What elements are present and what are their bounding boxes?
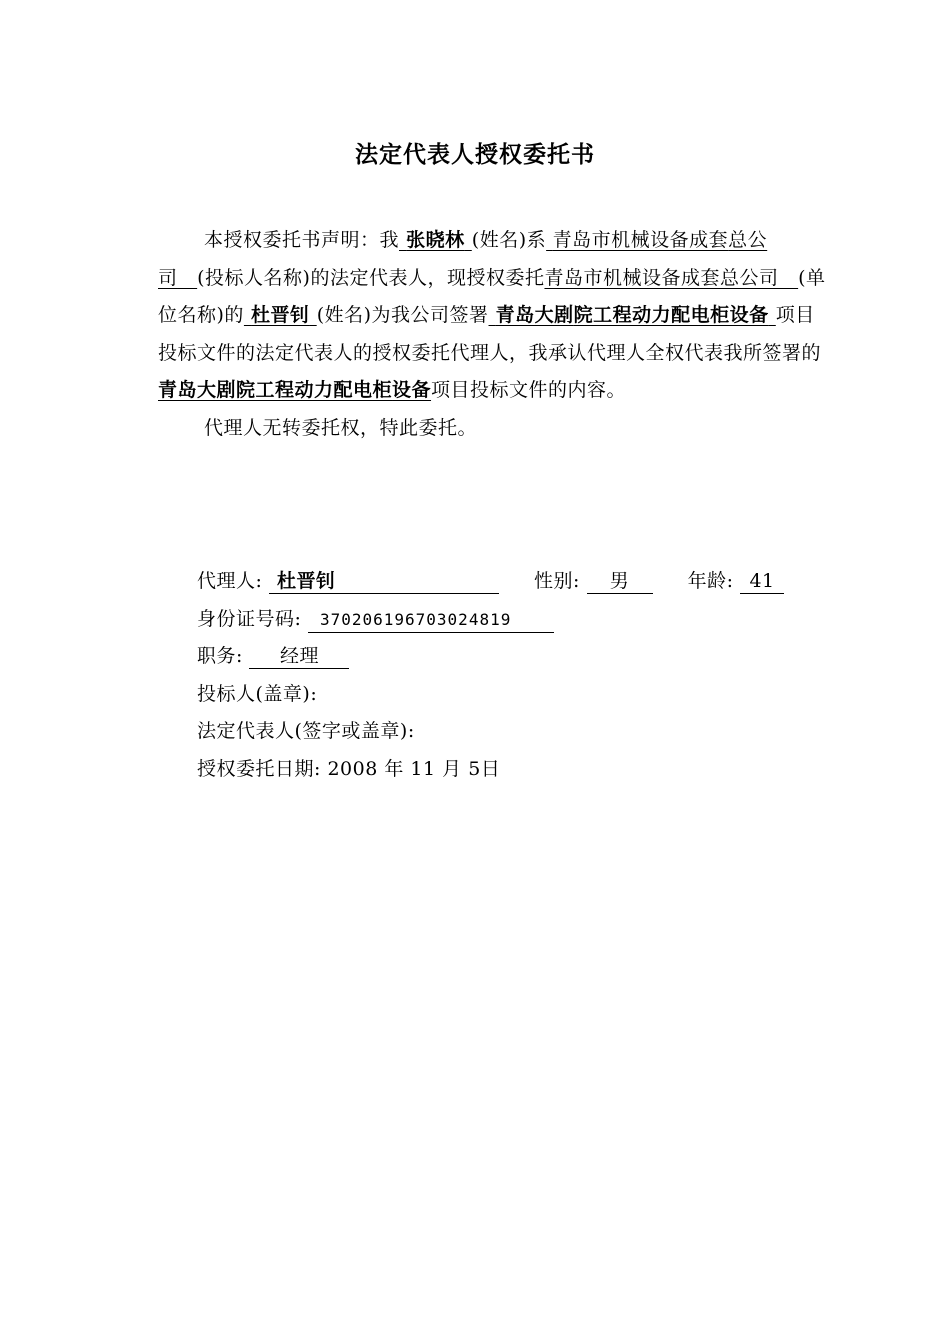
declaration-text-4: (单位名称)的 xyxy=(158,266,826,326)
agent-label: 代理人: xyxy=(197,570,263,592)
declaration-text-6: 项目投标文件的法定代表人的授权委托代理 xyxy=(158,304,815,364)
age-label: 年龄: xyxy=(687,570,734,592)
project-name-inline: 青岛大剧院工程动力配电柜设备 xyxy=(495,304,769,326)
bidder-seal-row: 投标人(盖章): xyxy=(197,682,318,705)
declaration-text-2: (姓名)系 xyxy=(471,229,547,251)
document-title: 法定代表人授权委托书 xyxy=(355,142,595,168)
agent-name-field: 杜晋钊 xyxy=(269,569,499,594)
age-field: 41 xyxy=(740,569,784,594)
date-label: 授权委托日期: xyxy=(197,757,321,780)
agent-name-inline: 杜晋钊 xyxy=(251,304,310,326)
id-row xyxy=(197,601,837,639)
legal-representative-name: 张晓林 xyxy=(406,229,465,251)
no-transfer-statement: 代理人无转委托权，特此委托。 xyxy=(204,416,478,439)
position-field: 经理 xyxy=(249,644,349,669)
date-month: 11 xyxy=(410,757,436,780)
agent-info-section xyxy=(197,563,837,788)
bidder-company-name: 青岛市机械设备成套总公司 xyxy=(158,229,768,289)
declaration-paragraph xyxy=(158,222,828,410)
declaration-body xyxy=(158,222,828,447)
declaration-text-3: (投标人名称)的法定代表人，现授权委托 xyxy=(197,266,545,289)
date-day-unit: 日 xyxy=(480,757,501,780)
declaration-text-8: 项目投标文件的内容。 xyxy=(431,379,627,401)
id-number-field: 370206196703024819 xyxy=(308,608,554,633)
date-year-unit: 年 xyxy=(384,757,404,780)
agent-row xyxy=(197,563,837,601)
date-month-unit: 月 xyxy=(442,757,462,780)
date-day: 5 xyxy=(468,757,481,780)
legal-rep-signature-row: 法定代表人(签字或盖章): xyxy=(197,720,415,742)
declaration-text-7: 人，我承认代理人全权代表我所签署的 xyxy=(489,341,822,364)
gender-label: 性别: xyxy=(534,570,580,592)
authorization-date-row xyxy=(197,751,837,789)
position-row xyxy=(197,638,837,676)
position-label: 职务: xyxy=(197,645,243,667)
gender-field: 男 xyxy=(587,569,653,594)
unit-name: 青岛市机械设备成套总公司 xyxy=(544,266,779,289)
declaration-text-1: 本授权委托书声明：我 xyxy=(204,229,400,251)
date-year: 2008 xyxy=(327,757,378,780)
project-name-inline-2: 青岛大剧院工程动力配电柜设备 xyxy=(158,379,432,401)
declaration-text-5: (姓名)为我公司签署 xyxy=(316,304,489,326)
id-number-label: 身份证号码: xyxy=(197,607,302,630)
